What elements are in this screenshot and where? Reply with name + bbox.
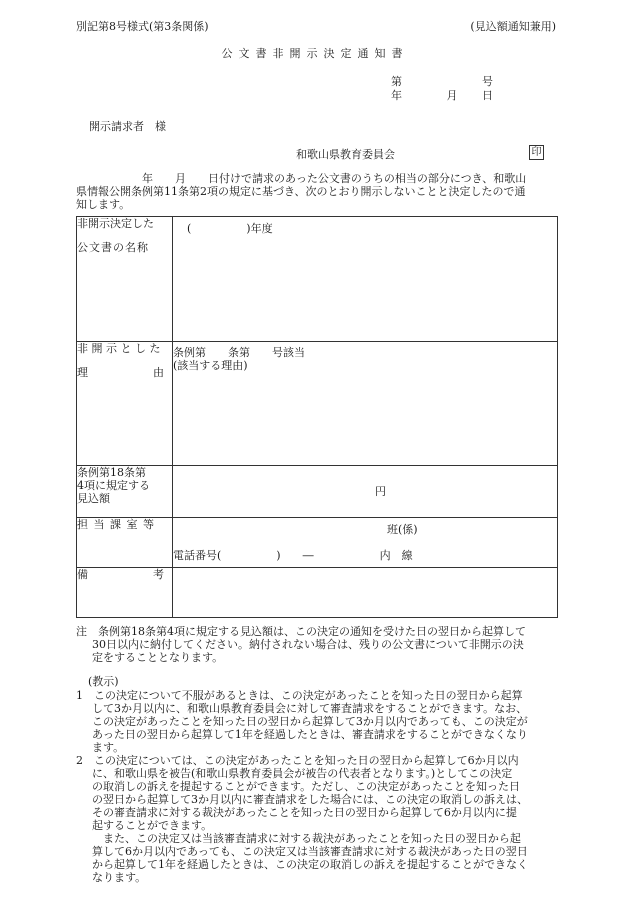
document-number-block bbox=[391, 75, 493, 103]
instruction-line: なります。 bbox=[92, 871, 147, 884]
form-number: 別記第8号様式(第3条関係) bbox=[76, 20, 209, 33]
payment-note bbox=[76, 625, 560, 664]
doc-number-suffix: 号 bbox=[482, 75, 493, 88]
section-label: 班(係) bbox=[387, 523, 418, 536]
form-note: (見込額通知兼用) bbox=[470, 20, 556, 33]
intro-line: 年 月 日付けで請求のあった公文書のうちの相当の部分につき、和歌山 bbox=[76, 172, 527, 185]
document-name-label: 非開示決定した 公文書の名称 bbox=[77, 217, 173, 342]
issuer-name: 和歌山県教育委員会 bbox=[296, 148, 395, 161]
table-row-remarks bbox=[77, 568, 558, 618]
document-name-field[interactable] bbox=[173, 217, 558, 342]
applicable-reason-text: (該当する理由) bbox=[173, 359, 248, 372]
instruction-line: に、和歌山県を被告(和歌山県教育委員会が被告の代表者となります。)としてこの決定 bbox=[92, 767, 513, 780]
reason-field[interactable] bbox=[173, 342, 558, 466]
table-row-document-name bbox=[77, 217, 558, 342]
ordinance-clause-text: 条例第 条第 号該当 bbox=[173, 346, 305, 359]
seal-mark: 印 bbox=[529, 145, 544, 160]
phone-number-line: 電話番号( ) ― 内 線 bbox=[173, 549, 413, 562]
note-line: 30日以内に納付してください。納付されない場合は、残りの公文書について非開示の決 bbox=[92, 638, 524, 651]
reason-label: 非 開 示 と し た 理 由 bbox=[77, 342, 173, 466]
intro-line: 知します。 bbox=[76, 198, 131, 211]
document-title: 公文書非開示決定通知書 bbox=[221, 47, 409, 60]
instruction-line: 起することができます。 bbox=[92, 819, 213, 832]
instruction-item-1: 1 この決定について不服があるときは、この決定があったことを知った日の翌日から起算 bbox=[76, 689, 523, 702]
instruction-line: の翌日から起算して3か月以内に審査請求をした場合には、この決定の取消しの訴えは、 bbox=[92, 793, 528, 806]
instruction-item-2: 2 この決定については、この決定があったことを知った日の翌日から起算して6か月以内 bbox=[76, 754, 519, 767]
instruction-line: から起算して1年を経過したときは、この決定の取消しの訴えを提起することができなく bbox=[92, 858, 528, 871]
fiscal-year-text: ( )年度 bbox=[187, 222, 273, 235]
instructions-heading: (教示) bbox=[88, 675, 119, 688]
instruction-line: また、この決定又は当該審査請求に対する裁決があったことを知った日の翌日から起 bbox=[92, 832, 521, 845]
instruction-line: その審査請求に対する裁決があったことを知った日の翌日から起算して6か月以内に提 bbox=[92, 806, 517, 819]
doc-number-prefix: 第 bbox=[391, 75, 402, 88]
remarks-field[interactable] bbox=[173, 568, 558, 618]
instruction-line: して3か月以内に、和歌山県教育委員会に対して審査請求をすることができます。なお、 bbox=[92, 702, 528, 715]
note-line: 定をすることとなります。 bbox=[92, 651, 224, 664]
department-field[interactable] bbox=[173, 518, 558, 568]
table-row-reason bbox=[77, 342, 558, 466]
instruction-line: ます。 bbox=[92, 741, 125, 754]
table-row-estimated-amount bbox=[77, 466, 558, 518]
date-year-label: 年 bbox=[391, 89, 402, 102]
table-row-department bbox=[77, 518, 558, 568]
instruction-line: あった日の翌日から起算して1年を経過したときは、審査請求をすることができなくなり bbox=[92, 728, 528, 741]
note-line: 注 条例第18条第4項に規定する見込額は、この決定の通知を受けた日の翌日から起算して bbox=[76, 625, 526, 638]
intro-paragraph bbox=[76, 172, 560, 211]
requester-addressee: 開示請求者 様 bbox=[89, 120, 166, 133]
date-day-label: 日 bbox=[482, 89, 493, 102]
instruction-line: 算して6か月以内であっても、この決定又は当該審査請求に対する裁決があった日の翌日 bbox=[92, 845, 528, 858]
instruction-line: の取消しの訴えを提起することができます。ただし、この決定があったことを知った日 bbox=[92, 780, 521, 793]
remarks-label: 備 考 bbox=[77, 568, 173, 618]
instruction-line: この決定があったことを知った日の翌日から起算して3か月以内であっても、この決定が bbox=[92, 715, 528, 728]
intro-line: 県情報公開条例第11条第2項の規定に基づき、次のとおり開示しないことと決定したので通 bbox=[76, 185, 526, 198]
date-month-label: 月 bbox=[446, 89, 458, 102]
instructions-body bbox=[76, 689, 560, 884]
estimated-amount-label: 条例第18条第 4項に規定する 見込額 bbox=[77, 466, 173, 518]
decision-table bbox=[76, 216, 558, 618]
estimated-amount-field[interactable] bbox=[173, 466, 558, 518]
department-label: 担 当 課 室 等 bbox=[77, 518, 173, 568]
yen-unit: 円 bbox=[375, 485, 386, 498]
